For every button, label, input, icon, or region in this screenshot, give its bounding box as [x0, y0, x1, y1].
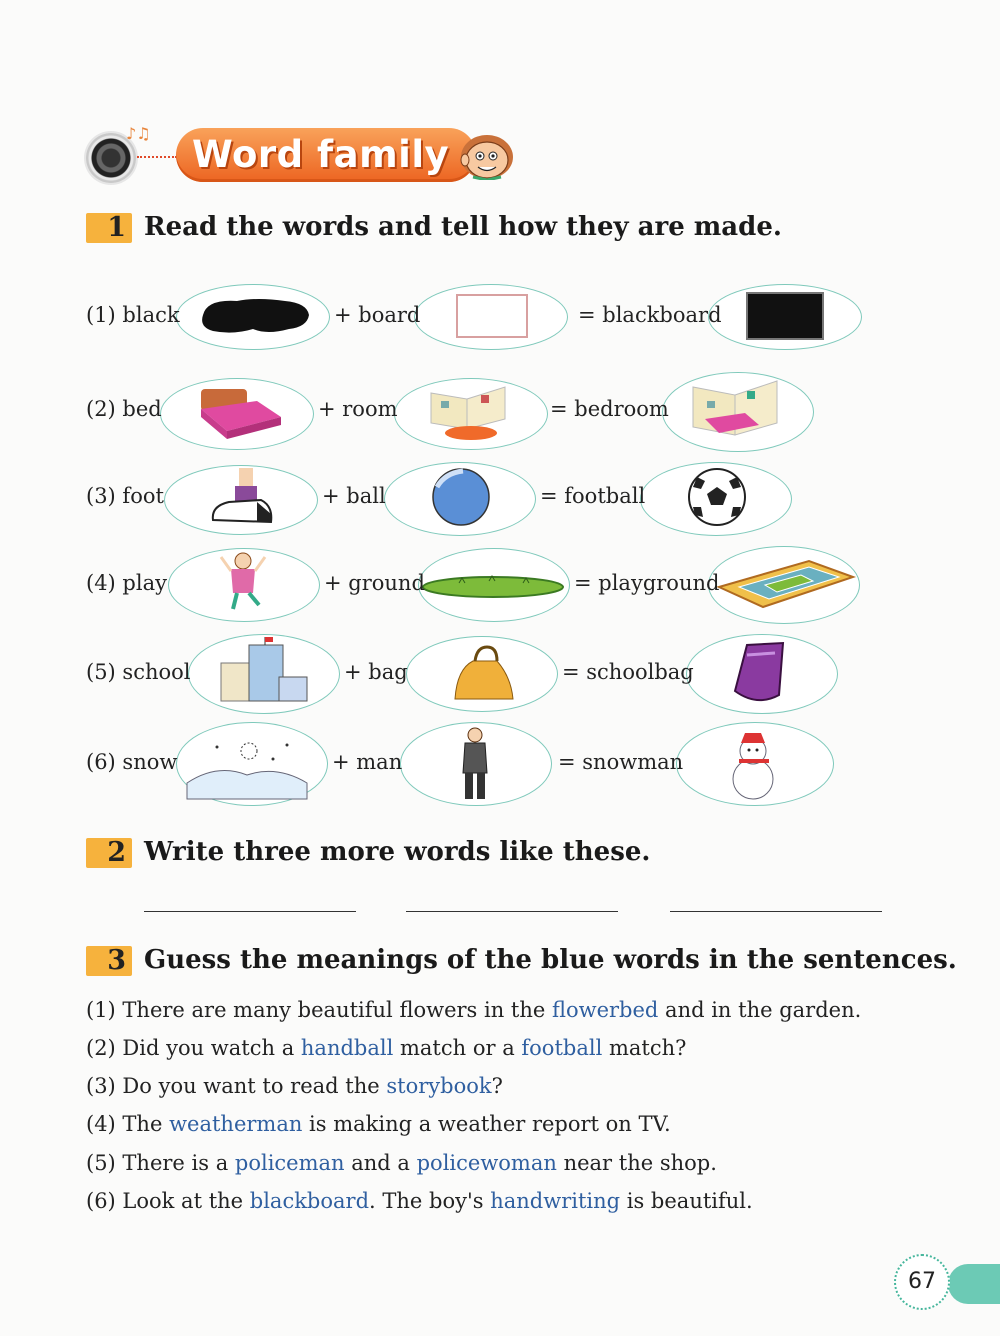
bedroom-image [662, 372, 814, 452]
sentence-4: (4) The weatherman is making a weather report on TV. [86, 1112, 671, 1136]
blue-word: handball [300, 1036, 394, 1060]
answer-line-1[interactable] [144, 911, 356, 912]
section-2-badge: 2 [86, 838, 132, 868]
row-5-result-word: = schoolbag [562, 660, 694, 684]
schoolbag-image [686, 634, 838, 714]
snowman-image [676, 722, 834, 806]
page-title: Word family [192, 133, 450, 176]
row-3-first-word: (3) foot [86, 484, 164, 508]
blue-word: blackboard [249, 1189, 370, 1213]
sentence-3: (3) Do you want to read the storybook? [86, 1074, 503, 1098]
sentence-2: (2) Did you watch a handball match or a football match? [86, 1036, 687, 1060]
room-image [394, 378, 548, 450]
row-2-first-word: (2) bed [86, 397, 162, 421]
bag-image [406, 636, 558, 712]
row-5-first-word: (5) school [86, 660, 191, 684]
blue-word: storybook [386, 1074, 492, 1098]
black-patch-image [176, 284, 330, 350]
answer-line-3[interactable] [670, 911, 882, 912]
section-2-title: Write three more words like these. [144, 837, 651, 867]
section-1-title: Read the words and tell how they are made. [144, 212, 782, 242]
section-3-badge: 3 [86, 946, 132, 976]
answer-line-2[interactable] [406, 911, 618, 912]
row-6-first-word: (6) snow [86, 750, 178, 774]
sentence-1: (1) There are many beautiful flowers in the flowerbed and in the garden. [86, 998, 862, 1022]
blue-word: policewoman [416, 1151, 557, 1175]
row-1-first-word: (1) black [86, 303, 180, 327]
blue-word: flowerbed [551, 998, 659, 1022]
section-3-title: Guess the meanings of the blue words in the sentences. [144, 945, 957, 975]
ground-image [418, 548, 570, 622]
row-1-second-word: + board [334, 303, 421, 327]
row-3-result-word: = football [540, 484, 646, 508]
boy-face-icon [453, 130, 517, 180]
foot-image [164, 465, 318, 535]
school-image [188, 634, 340, 714]
blue-word: weatherman [169, 1112, 303, 1136]
page-number: 67 [894, 1254, 950, 1310]
football-image [640, 462, 792, 536]
row-2-second-word: + room [318, 397, 398, 421]
blackboard-image [708, 284, 862, 350]
ball-image [384, 462, 536, 536]
row-2-result-word: = bedroom [550, 397, 669, 421]
row-6-result-word: = snowman [558, 750, 684, 774]
dotted-connector [137, 156, 177, 158]
board-image [414, 284, 568, 350]
blue-word: handwriting [490, 1189, 621, 1213]
section-1-badge: 1 [86, 213, 132, 243]
page-tab [948, 1264, 1000, 1304]
man-image [400, 722, 552, 806]
playground-image [708, 546, 860, 624]
blue-word: football [521, 1036, 603, 1060]
row-6-second-word: + man [332, 750, 403, 774]
bed-image [160, 378, 314, 450]
snow-image [176, 722, 328, 806]
row-4-second-word: + ground [324, 571, 425, 595]
music-notes-icon: ♪♫ [126, 124, 151, 143]
row-4-first-word: (4) play [86, 571, 167, 595]
row-4-result-word: = playground [574, 571, 720, 595]
row-3-second-word: + ball [322, 484, 386, 508]
sentence-6: (6) Look at the blackboard. The boy's handwriting is beautiful. [86, 1189, 753, 1213]
row-1-result-word: = blackboard [578, 303, 722, 327]
row-5-second-word: + bag [344, 660, 408, 684]
sentence-5: (5) There is a policeman and a policewoman near the shop. [86, 1151, 717, 1175]
blue-word: policeman [234, 1151, 345, 1175]
girl-playing-image [168, 548, 320, 622]
